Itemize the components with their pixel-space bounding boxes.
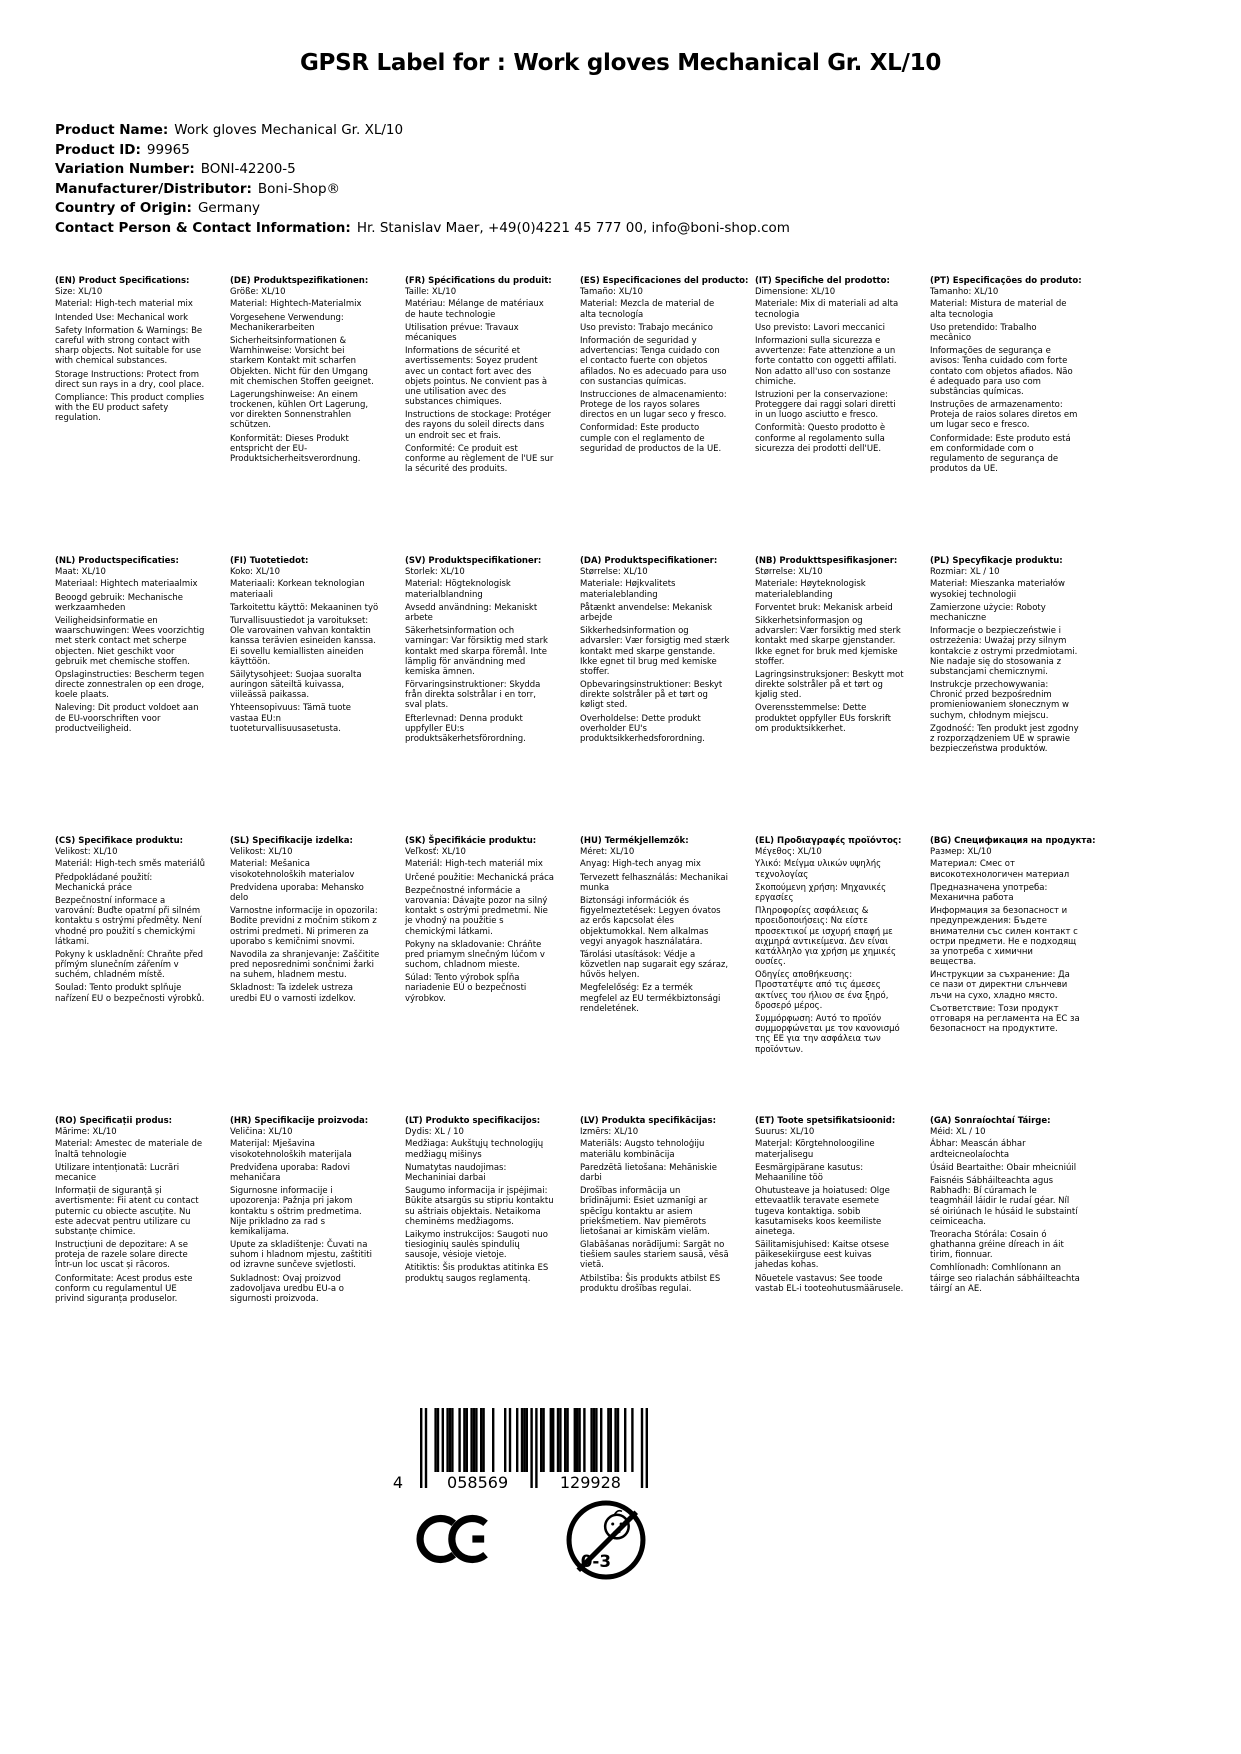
header-label: Variation Number:: [55, 161, 195, 178]
spec-paragraph: Förvaringsinstruktioner: Skydda från direkta solstrålar i en torr, sval plats.: [405, 680, 541, 711]
spec-paragraph: Numatytas naudojimas: Mechaniniai darbai: [405, 1162, 507, 1183]
spec-paragraph: Biztonsági információk és figyelmeztetések: Legyen óvatos az erős kapcsolat éles objektumokkal. Nem alkalmas vegyi anyagok használatára.: [580, 895, 721, 947]
spec-cell-ro: [55, 1116, 225, 1396]
barcode-digit-prefix: 4: [392, 1473, 404, 1492]
spec-cell-fr: [405, 276, 575, 556]
spec-paragraph: Materiál: High-tech směs materiálů: [55, 859, 205, 870]
spec-paragraph: Dimensione: XL/10: [755, 287, 836, 298]
spec-cell-nb: [755, 556, 925, 836]
spec-paragraph: Faisnéis Sábháilteachta agus Rabhadh: Bí cúramach le teagmháil láidir le rudaí géar. Níl sé oiriúnach le húsáid le substaintí ceimiceacha.: [930, 1175, 1078, 1227]
spec-cell-hr: [230, 1116, 400, 1396]
svg-text:0-3: 0-3: [580, 1550, 612, 1571]
spec-cell-heading: (DA) Produktspecifikationer:: [580, 556, 718, 566]
spec-cell-et: [755, 1116, 925, 1396]
spec-paragraph: Material: Högteknologisk materialblandning: [405, 579, 511, 600]
spec-paragraph: Anyag: High-tech anyag mix: [580, 859, 701, 870]
header-value: BONI-42200-5: [200, 161, 296, 178]
spec-paragraph: Материал: Смес от високотехнологичен материал: [930, 859, 1070, 880]
spec-paragraph: Storage Instructions: Protect from direct sun rays in a dry, cool place.: [55, 369, 205, 390]
header-value: Boni-Shop®: [257, 180, 341, 197]
spec-cell-heading: (SV) Produktspecifikationer:: [405, 556, 542, 566]
spec-paragraph: Suurus: XL/10: [755, 1127, 815, 1138]
spec-paragraph: Yhteensopivuus: Tämä tuote vastaa EU:n tuoteturvallisuusasetusta.: [230, 703, 352, 734]
spec-paragraph: Tárolási utasítások: Védje a közvetlen nap sugarait egy száraz, hűvös helyen.: [580, 949, 729, 981]
spec-paragraph: Avsedd användning: Mekaniskt arbete: [405, 602, 538, 623]
spec-paragraph: Pokyny k uskladnění: Chraňte před přímým slunečním zářením v suchém, chladném místě.: [55, 949, 204, 981]
spec-paragraph: Glabāšanas norādījumi: Sargāt no tiešiem saules stariem sausā, vēsā vietā.: [580, 1240, 729, 1271]
spec-paragraph: Drošības informācija un brīdinājumi: Esiet uzmanīgi ar spēcīgu kontaktu ar asiem priekšmetiem. Nav piemērots lietošanai ar kimiskām vielām.: [580, 1186, 710, 1237]
spec-paragraph: Material: Hightech-Materialmix: [230, 299, 362, 310]
spec-paragraph: Taille: XL/10: [405, 287, 457, 298]
spec-paragraph: Velikost: XL/10: [230, 847, 293, 858]
spec-paragraph: Určené použitie: Mechanická práca: [405, 872, 554, 883]
spec-paragraph: Informacje o bezpieczeństwie i ostrzeżenia: Uważaj przy silnym kontakcie z ostrymi przedmiotami. Nie nadaje się do stosowania z substancjami chemicznymi.: [930, 626, 1078, 677]
spec-cell-nl: [55, 556, 225, 836]
spec-paragraph: Lagerungshinweise: An einem trockenen, kühlen Ort Lagerung, vor direkten Sonnenstrahlen schützen.: [230, 389, 369, 431]
spec-paragraph: Megfelelőség: Ez a termék megfelel az EU termékbiztonsági rendeletének.: [580, 983, 721, 1014]
spec-paragraph: Materiaali: Korkean teknologian materiaali: [230, 579, 365, 600]
spec-paragraph: Συμμόρφωση: Αυτό το προϊόν συμμορφώνεται με τον κανονισμό της ΕΕ για την ασφάλεια των προϊόντων.: [755, 1014, 900, 1055]
spec-paragraph: Informații de siguranță și avertismente: Fii atent cu contact puternic cu obiecte ascuțite. Nu este adecvat pentru utilizare cu substanțe chimice.: [55, 1186, 199, 1237]
spec-paragraph: Beoogd gebruik: Mechanische werkzaamheden: [55, 592, 184, 613]
spec-cell-heading: (ES) Especificaciones del producto:: [580, 276, 749, 286]
spec-paragraph: Vorgesehene Verwendung: Mechanikerarbeiten: [230, 312, 344, 333]
spec-cell-heading: (SL) Specifikacije izdelka:: [230, 836, 353, 846]
spec-paragraph: Storlek: XL/10: [405, 567, 465, 578]
spec-paragraph: Conformité: Ce produit est conforme au règlement de l'UE sur la sécurité des produits.: [405, 443, 554, 475]
spec-paragraph: Materiál: High-tech materiál mix: [405, 859, 543, 870]
spec-paragraph: Instrukcje przechowywania: Chronić przed bezpośrednim promieniowaniem słonecznym w suchym, chłodnym miejscu.: [930, 680, 1069, 721]
spec-paragraph: Lagringsinstruksjoner: Beskytt mot direkte solstråler på et tørt og kjølig sted.: [755, 669, 904, 701]
header-row: [55, 219, 1185, 239]
spec-paragraph: Soulad: Tento produkt splňuje nařízení EU o bezpečnosti výrobků.: [55, 983, 205, 1004]
spec-cell-heading: (FI) Tuotetiedot:: [230, 556, 309, 566]
spec-cell-heading: (PT) Especificações do produto:: [930, 276, 1082, 286]
spec-paragraph: Eesmärgipärane kasutus: Mehaaniline töö: [755, 1162, 864, 1183]
header-row: [55, 160, 1185, 180]
spec-paragraph: Atitiktis: Šis produktas atitinka ES produktų saugos reglamentą.: [405, 1263, 549, 1284]
spec-cell-heading: (PL) Specyfikacje produktu:: [930, 556, 1063, 566]
spec-cell-lt: [405, 1116, 575, 1396]
spec-paragraph: Overholdelse: Dette produkt overholder EU's produktsikkerhedsforordning.: [580, 713, 705, 744]
spec-paragraph: Ohutusteave ja hoiatused: Olge ettevaatlik teravate esemete tugeva kontaktiga. sobib kasutamiseks koos keemiliste ainetega.: [755, 1186, 890, 1237]
spec-cell-heading: (BG) Спецификация на продукта:: [930, 836, 1096, 846]
spec-paragraph: Instrucciones de almacenamiento: Protege de los rayos solares directos en un lugar seco y fresco.: [580, 389, 727, 421]
spec-paragraph: Информация за безопасност и предупреждения: Бъдете внимателни със силен контакт с остри предмети. Не е подходящ за употреба с химични вещества.: [930, 906, 1078, 968]
spec-paragraph: Predvidena uporaba: Mehansko delo: [230, 882, 364, 903]
spec-paragraph: Οδηγίες αποθήκευσης: Προστατέψτε από τις άμεσες ακτίνες του ήλιου σε ένα ξηρό, δροσερό μέρος.: [755, 970, 889, 1011]
spec-paragraph: Veľkosť: XL/10: [405, 847, 466, 858]
spec-paragraph: Conformidade: Este produto está em conformidade com o regulamento de segurança de produtos da UE.: [930, 433, 1071, 475]
spec-paragraph: Uso previsto: Lavori meccanici: [755, 322, 885, 333]
spec-paragraph: Velikost: XL/10: [55, 847, 118, 858]
header-label: Product ID:: [55, 141, 141, 158]
spec-paragraph: Μέγεθος: XL/10: [755, 847, 822, 858]
spec-paragraph: Forventet bruk: Mekanisk arbeid: [755, 602, 893, 613]
spec-paragraph: Información de seguridad y advertencias: Tenga cuidado con el contacto fuerte con objetos afilados. No es adecuado para uso con sustancias químicas.: [580, 335, 727, 387]
barcode-digits-left: 058569: [447, 1473, 509, 1492]
header-value: Hr. Stanislav Maer, +49(0)4221 45 777 00, info@boni-shop.com: [356, 219, 790, 236]
spec-paragraph: Atbilstība: Šis produkts atbilst ES produktu drošības regulai.: [580, 1273, 721, 1294]
spec-cell-heading: (NB) Produkttspesifikasjoner:: [755, 556, 898, 566]
spec-paragraph: Инструкции за съхранение: Да се пази от директни слънчеви лъчи на сухо, хладно място.: [930, 970, 1070, 1001]
spec-cell-heading: (LV) Produkta specifikācijas:: [580, 1116, 716, 1126]
spec-cell-heading: (EL) Προδιαγραφές προϊόντος:: [755, 836, 902, 846]
spec-cell-en: [55, 276, 225, 556]
header-row: [55, 141, 1185, 161]
spec-paragraph: Předpokládané použití: Mechanická práce: [55, 872, 153, 893]
spec-paragraph: Rozmiar: XL / 10: [930, 567, 1000, 578]
header-row: [55, 121, 1185, 141]
spec-paragraph: Upute za skladištenje: Čuvati na suhom i hladnom mjestu, zaštititi od izravne sunčeve svjetlosti.: [230, 1240, 372, 1271]
spec-paragraph: Размер: XL/10: [930, 847, 992, 858]
spec-paragraph: Sukladnost: Ovaj proizvod zadovoljava uredbu EU-a o sigurnosti proizvoda.: [230, 1273, 344, 1304]
spec-paragraph: Ábhar: Meascán ábhar ardteicneolaíochta: [930, 1139, 1026, 1160]
spec-paragraph: Konformität: Dieses Produkt entspricht der EU-Produktsicherheitsverordnung.: [230, 433, 361, 464]
spec-cell-heading: (RO) Specificații produs:: [55, 1116, 173, 1126]
spec-paragraph: Instructions de stockage: Protéger des rayons du soleil directs dans un endroit sec et frais.: [405, 410, 551, 441]
spec-cell-heading: (HR) Specifikacije proizvoda:: [230, 1116, 369, 1126]
spec-cell-heading: (LT) Produkto specifikacijos:: [405, 1116, 541, 1126]
spec-paragraph: Sigurnosne informacije i upozorenja: Pažnja pri jakom kontaktu s oštrim predmetima. Nije prikladno za rad s kemikalijama.: [230, 1186, 362, 1237]
spec-paragraph: Size: XL/10: [55, 287, 103, 298]
spec-paragraph: Säkerhetsinformation och varningar: Var försiktig med stark kontakt med skarpa föremål. Inte lämplig för användning med kemiska ämnen.: [405, 626, 548, 677]
spec-cell-es: [580, 276, 750, 556]
spec-paragraph: Materiale: Høyteknologisk materialeblanding: [755, 579, 866, 600]
spec-paragraph: Materjal: Kõrgtehnoloogiline materjalisegu: [755, 1139, 875, 1160]
spec-paragraph: Koko: XL/10: [230, 567, 280, 578]
spec-paragraph: Mărime: XL/10: [55, 1127, 117, 1138]
spec-paragraph: Veiligheidsinformatie en waarschuwingen: Wees voorzichtig met sterk contact met scherpe objecten. Niet geschikt voor gebruik met chemische stoffen.: [55, 615, 205, 667]
header-label: Manufacturer/Distributor:: [55, 180, 252, 197]
spec-paragraph: Laikymo instrukcijos: Saugoti nuo tiesioginių saulės spindulių sausoje, vėsioje vietoje.: [405, 1229, 549, 1261]
spec-cell-pl: [930, 556, 1100, 836]
spec-paragraph: Overensstemmelse: Dette produktet oppfyller EUs forskrift om produktsikkerhet.: [755, 703, 892, 734]
spec-cell-heading: (HU) Termékjellemzők:: [580, 836, 689, 846]
spec-paragraph: Paredzētā lietošana: Mehāniskie darbi: [580, 1162, 717, 1183]
spec-cell-hu: [580, 836, 750, 1116]
spec-cell-heading: (FR) Spécifications du produit:: [405, 276, 552, 286]
spec-paragraph: Conformitate: Acest produs este conform cu regulamentul UE privind siguranța produselor.: [55, 1273, 193, 1304]
spec-paragraph: Zgodność: Ten produkt jest zgodny z rozporządzeniem UE w sprawie bezpieczeństwa produktów.: [930, 723, 1079, 755]
spec-paragraph: Conformidad: Este producto cumple con el reglamento de seguridad de productos de la UE.: [580, 423, 722, 454]
spec-cell-bg: [930, 836, 1100, 1116]
spec-cell-heading: (NL) Productspecificaties:: [55, 556, 179, 566]
spec-paragraph: Tamanho: XL/10: [930, 287, 999, 298]
spec-paragraph: Instruções de armazenamento: Proteja de raios solares diretos em um lugar seco e fresco.: [930, 400, 1078, 431]
spec-paragraph: Istruzioni per la conservazione: Proteggere dai raggi solari diretti in un luogo asciutto e fresco.: [755, 389, 896, 421]
header-label: Product Name:: [55, 122, 169, 138]
spec-paragraph: Dydis: XL / 10: [405, 1127, 464, 1138]
spec-paragraph: Съответствие: Този продукт отговаря на регламента на ЕС за безопасност на продуктите.: [930, 1003, 1080, 1035]
spec-paragraph: Comhlíonadh: Comhlíonann an táirge seo rialachán sábháilteachta táirgí an AE.: [930, 1263, 1080, 1294]
spec-paragraph: Skladnost: Ta izdelek ustreza uredbi EU o varnosti izdelkov.: [230, 983, 356, 1004]
header-row: [55, 180, 1185, 200]
header-label: Country of Origin:: [55, 200, 192, 217]
spec-paragraph: Materiale: Højkvalitets materialeblanding: [580, 579, 676, 600]
spec-paragraph: Sikkerhedsinformation og advarsler: Vær forsigtig med stærk kontakt med skarpe genstande. Ikke egnet til brug med kemiske stoffer.: [580, 626, 730, 677]
spec-cell-sk: [405, 836, 575, 1116]
spec-paragraph: Sikkerhetsinformasjon og advarsler: Vær forsiktig med sterk kontakt med skarpe gjenstander. Ikke egnet for bruk med kjemiske stoffer.: [755, 615, 901, 667]
spec-cell-heading: (DE) Produktspezifikationen:: [230, 276, 369, 286]
spec-paragraph: Instrucțiuni de depozitare: A se proteja de razele solare directe într-un loc uscat și răcoros.: [55, 1240, 188, 1271]
header-value: Germany: [197, 200, 260, 217]
spec-paragraph: Saugumo informacija ir įspėjimai: Būkite atsargūs su stipriu kontaktu su aštriais objektais. Netaikoma cheminėms medžiagoms.: [405, 1186, 554, 1227]
spec-cell-ga: [930, 1116, 1100, 1396]
spec-paragraph: Material: Amestec de materiale de înaltă tehnologie: [55, 1139, 203, 1160]
spec-paragraph: Sicherheitsinformationen & Warnhinweise: Vorsicht bei starkem Kontakt mit scharfen Objekten. Nicht für den Umgang mit chemischen Stoffen geeignet.: [230, 335, 374, 387]
spec-cell-heading: (IT) Specifiche del prodotto:: [755, 276, 890, 286]
spec-paragraph: Opslaginstructies: Bescherm tegen directe zonnestralen op een droge, koele plaats.: [55, 669, 205, 701]
spec-paragraph: Efterlevnad: Denna produkt uppfyller EU:s produktsäkerhetsförordning.: [405, 713, 526, 744]
spec-paragraph: Navodila za shranjevanje: Zaščitite pred neposrednimi sončnimi žarki na suhem, hladnem mestu.: [230, 949, 380, 981]
spec-paragraph: Opbevaringsinstruktioner: Beskyt direkte solstråler på et tørt og køligt sted.: [580, 680, 723, 711]
spec-paragraph: Informazioni sulla sicurezza e avvertenze: Fate attenzione a un forte contatto con oggetti affilati. Non adatto all'uso con sostanze chimiche.: [755, 335, 897, 387]
ean-barcode-icon: [386, 1408, 658, 1498]
barcode-digits-right: 129928: [559, 1473, 621, 1492]
spec-paragraph: Varnostne informacije in opozorila: Bodite previdni z močnim stikom z ostrimi predmeti. Ni primeren za uporabo s kemičnimi snovmi.: [230, 906, 378, 947]
spec-paragraph: Uso previsto: Trabajo mecánico: [580, 322, 713, 333]
spec-paragraph: Säilitamisjuhised: Kaitse otsese päikesekiirguse eest kuivas jahedas kohas.: [755, 1240, 889, 1271]
spec-paragraph: Úsáid Beartaithe: Obair mheicniúil: [930, 1162, 1077, 1173]
spec-paragraph: Предназначена употреба: Механична работа: [930, 882, 1048, 903]
spec-paragraph: Materiāls: Augsto tehnoloģiju materiālu kombinācija: [580, 1139, 705, 1160]
spec-paragraph: Størrelse: XL/10: [755, 567, 823, 578]
spec-paragraph: Maat: XL/10: [55, 567, 106, 578]
spec-paragraph: Uso pretendido: Trabalho mecânico: [930, 322, 1037, 343]
spec-cell-cs: [55, 836, 225, 1116]
spec-paragraph: Utilizare intenționată: Lucrări mecanice: [55, 1162, 180, 1183]
spec-paragraph: Pokyny na skladovanie: Chráňte pred priamym slnečným lúčom v suchom, chladnom mieste.: [405, 939, 545, 971]
header-value: 99965: [146, 141, 190, 158]
spec-grid: [55, 276, 1100, 1396]
spec-paragraph: Safety Information & Warnings: Be careful with strong contact with sharp objects. Not suitable for use with chemical substances.: [55, 325, 203, 367]
spec-paragraph: Nõuetele vastavus: See toode vastab EL-i tooteohutusmäärusele.: [755, 1273, 904, 1294]
spec-paragraph: Treoracha Stórála: Cosain ó ghathanna gréine díreach in áit tirim, fionnuar.: [930, 1229, 1064, 1261]
header-row: [55, 199, 1185, 219]
header-label: Contact Person & Contact Information:: [55, 219, 351, 236]
spec-cell-el: [755, 836, 925, 1116]
spec-paragraph: Predviđena uporaba: Radovi mehaničara: [230, 1162, 350, 1183]
spec-cell-fi: [230, 556, 400, 836]
spec-cell-heading: (SK) Špecifikácie produktu:: [405, 836, 537, 846]
spec-paragraph: Størrelse: XL/10: [580, 567, 648, 578]
spec-paragraph: Tervezett felhasználás: Mechanikai munka: [580, 872, 728, 893]
spec-paragraph: Materijal: Mješavina visokotehnoloških materijala: [230, 1139, 352, 1160]
spec-paragraph: Material: Mistura de material de alta tecnologia: [930, 299, 1067, 320]
spec-paragraph: Σκοπούμενη χρήση: Μηχανικές εργασίες: [755, 882, 887, 903]
spec-cell-de: [230, 276, 400, 556]
spec-paragraph: Größe: XL/10: [230, 287, 286, 298]
spec-paragraph: Intended Use: Mechanical work: [55, 312, 189, 323]
spec-cell-sv: [405, 556, 575, 836]
spec-paragraph: Materiale: Mix di materiali ad alta tecnologia: [755, 299, 899, 320]
spec-paragraph: Tamaño: XL/10: [580, 287, 643, 298]
spec-paragraph: Πληροφορίες ασφάλειας & προειδοποιήσεις: Να είστε προσεκτικοί με ισχυρή επαφή με αιχμηρά αντικείμενα. Δεν είναι κατάλληλο για χρήση με χημικές ουσίες.: [755, 906, 896, 968]
spec-paragraph: Utilisation prévue: Travaux mécaniques: [405, 322, 519, 343]
spec-paragraph: Material: Mezcla de material de alta tecnología: [580, 299, 715, 320]
spec-paragraph: Medžiaga: Aukštųjų technologijų medžiagų mišinys: [405, 1139, 544, 1160]
spec-paragraph: Material: High-tech material mix: [55, 299, 193, 310]
spec-paragraph: Matériau: Mélange de matériaux de haute technologie: [405, 299, 544, 320]
spec-paragraph: Informações de segurança e avisos: Tenha cuidado com forte contato com objetos afiados. Não é adequado para uso com substâncias químicas.: [930, 346, 1073, 397]
product-header-block: [55, 121, 1185, 239]
spec-paragraph: Izmērs: XL/10: [580, 1127, 639, 1138]
page-title: GPSR Label for : Work gloves Mechanical Gr. XL/10: [299, 50, 942, 76]
spec-paragraph: Veličina: XL/10: [230, 1127, 293, 1138]
spec-paragraph: Zamierzone użycie: Roboty mechaniczne: [930, 602, 1046, 623]
spec-paragraph: Méid: XL / 10: [930, 1127, 986, 1138]
spec-paragraph: Materiaal: Hightech materiaalmix: [55, 579, 198, 590]
spec-paragraph: Bezpečnostní informace a varování: Buďte opatrní při silném kontaktu s ostrými předměty. Není vhodné pro použití s chemickými látkami.: [55, 895, 202, 947]
ce-mark-icon: [416, 1510, 498, 1568]
spec-paragraph: Υλικό: Μείγμα υλικών υψηλής τεχνολογίας: [755, 859, 882, 880]
spec-paragraph: Tarkoitettu käyttö: Mekaaninen työ: [230, 602, 379, 613]
spec-cell-pt: [930, 276, 1100, 556]
spec-paragraph: Bezpečnostné informácie a varovania: Dávajte pozor na silný kontakt s ostrými predmetmi. Nie je vhodný na použitie s chemickými látkami.: [405, 885, 548, 937]
spec-paragraph: Materiał: Mieszanka materiałów wysokiej technologii: [930, 579, 1065, 600]
spec-cell-lv: [580, 1116, 750, 1396]
spec-paragraph: Méret: XL/10: [580, 847, 635, 858]
spec-cell-heading: (ET) Toote spetsifikatsioonid:: [755, 1116, 896, 1126]
spec-cell-sl: [230, 836, 400, 1116]
spec-cell-heading: (EN) Product Specifications:: [55, 276, 190, 286]
spec-paragraph: Conformità: Questo prodotto è conforme al regolamento sulla sicurezza dei prodotti dell'UE.: [755, 423, 886, 454]
spec-cell-da: [580, 556, 750, 836]
spec-cell-heading: (CS) Specifikace produktu:: [55, 836, 184, 846]
spec-paragraph: Informations de sécurité et avertissements: Soyez prudent avec un contact fort avec des objets pointus. Ne convient pas à une utilisation avec des substances chimiques.: [405, 346, 548, 408]
spec-paragraph: Turvallisuustiedot ja varoitukset: Ole varovainen vahvan kontaktin kanssa terävien esineiden kanssa. Ei sovellu kemiallisten aineiden käyttöön.: [230, 615, 376, 667]
spec-paragraph: Naleving: Dit product voldoet aan de EU-voorschriften voor productveiligheid.: [55, 703, 199, 734]
spec-paragraph: Material: Mešanica visokotehnoloških materialov: [230, 859, 355, 880]
spec-paragraph: Súlad: Tento výrobok spĺňa nariadenie EÚ o bezpečnosti výrobkov.: [405, 973, 527, 1004]
spec-cell-it: [755, 276, 925, 556]
header-value: Work gloves Mechanical Gr. XL/10: [174, 122, 404, 138]
spec-paragraph: Påtænkt anvendelse: Mekanisk arbejde: [580, 602, 713, 623]
spec-paragraph: Compliance: This product complies with the EU product safety regulation.: [55, 392, 204, 424]
age-warning-0-3-icon: [564, 1496, 648, 1584]
spec-cell-heading: (GA) Sonraíochtaí Táirge:: [930, 1116, 1051, 1126]
spec-paragraph: Säilytysohjeet: Suojaa suoralta auringon säteiltä kuivassa, viileässä paikassa.: [230, 669, 362, 701]
